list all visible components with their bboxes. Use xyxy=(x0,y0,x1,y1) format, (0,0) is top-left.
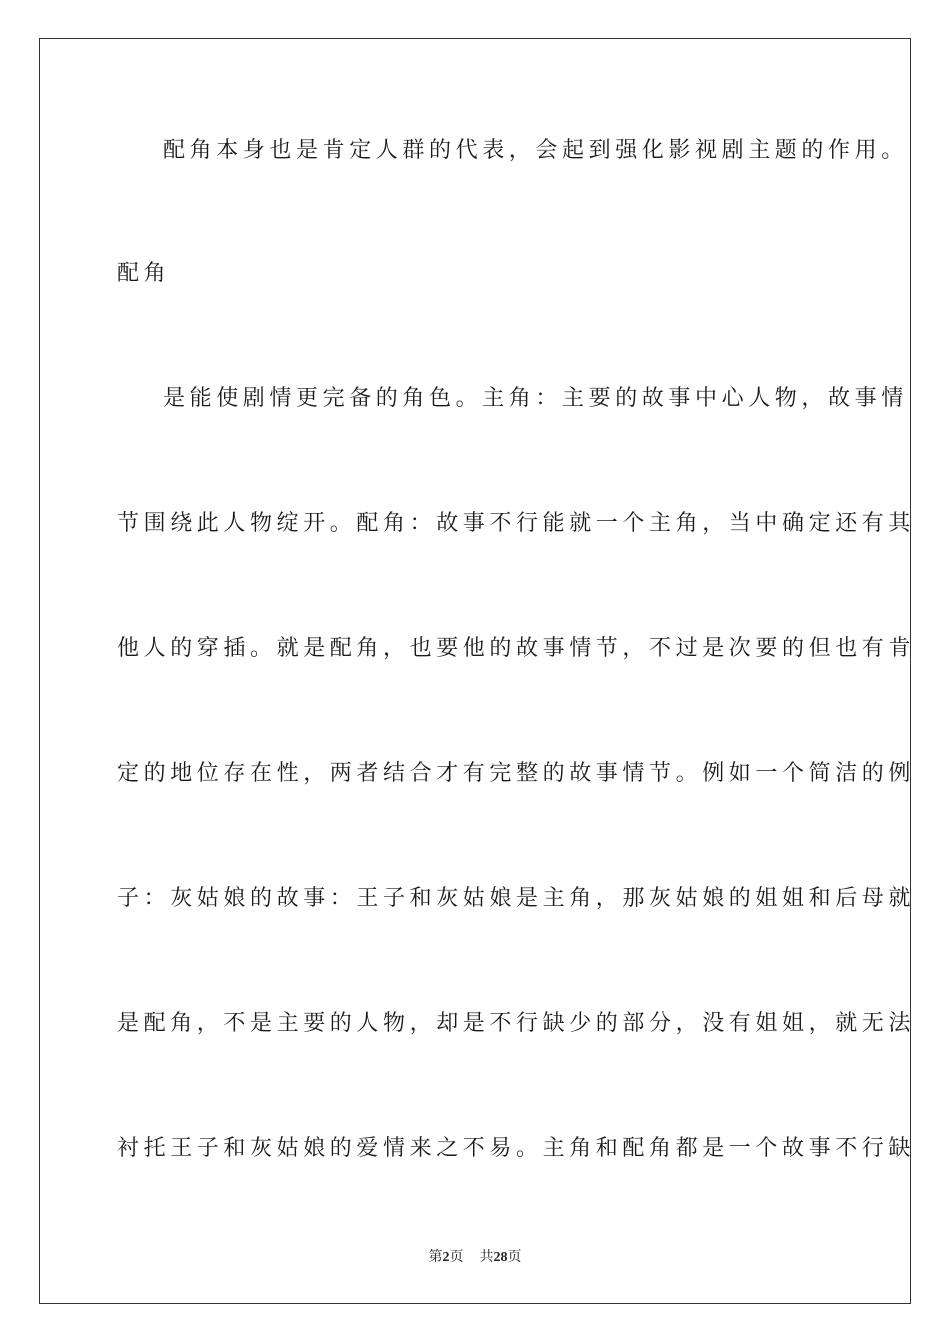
page-suffix: 页 xyxy=(449,1249,464,1265)
paragraph-2-line-6: 是配角，不是主要的人物，却是不行缺少的部分，没有姐姐，就无法 xyxy=(117,1011,916,1036)
total-pages: 28 xyxy=(493,1250,508,1265)
paragraph-2-line-1: 是能使剧情更完备的角色。主角：主要的故事中心人物，故事情 xyxy=(163,386,908,411)
total-suffix: 页 xyxy=(507,1249,522,1265)
paragraph-2-line-3: 他人的穿插。就是配角，也要他的故事情节，不过是次要的但也有肯 xyxy=(117,636,916,661)
paragraph-1: 配角本身也是肯定人群的代表，会起到强化影视剧主题的作用。 xyxy=(163,138,908,163)
page-footer xyxy=(0,1248,950,1267)
page-number: 2 xyxy=(442,1250,450,1265)
page-prefix: 第 xyxy=(428,1249,443,1265)
page-border xyxy=(39,38,916,1304)
paragraph-2-line-2: 节围绕此人物绽开。配角：故事不行能就一个主角，当中确定还有其 xyxy=(117,511,916,536)
total-prefix: 共 xyxy=(479,1249,494,1265)
heading-peijiao: 配角 xyxy=(117,261,171,286)
paragraph-2-line-5: 子：灰姑娘的故事：王子和灰姑娘是主角，那灰姑娘的姐姐和后母就 xyxy=(117,886,916,911)
paragraph-2-line-7: 衬托王子和灰姑娘的爱情来之不易。主角和配角都是一个故事不行缺 xyxy=(117,1136,916,1161)
paragraph-2-line-4: 定的地位存在性，两者结合才有完整的故事情节。例如一个简洁的例 xyxy=(117,761,916,786)
